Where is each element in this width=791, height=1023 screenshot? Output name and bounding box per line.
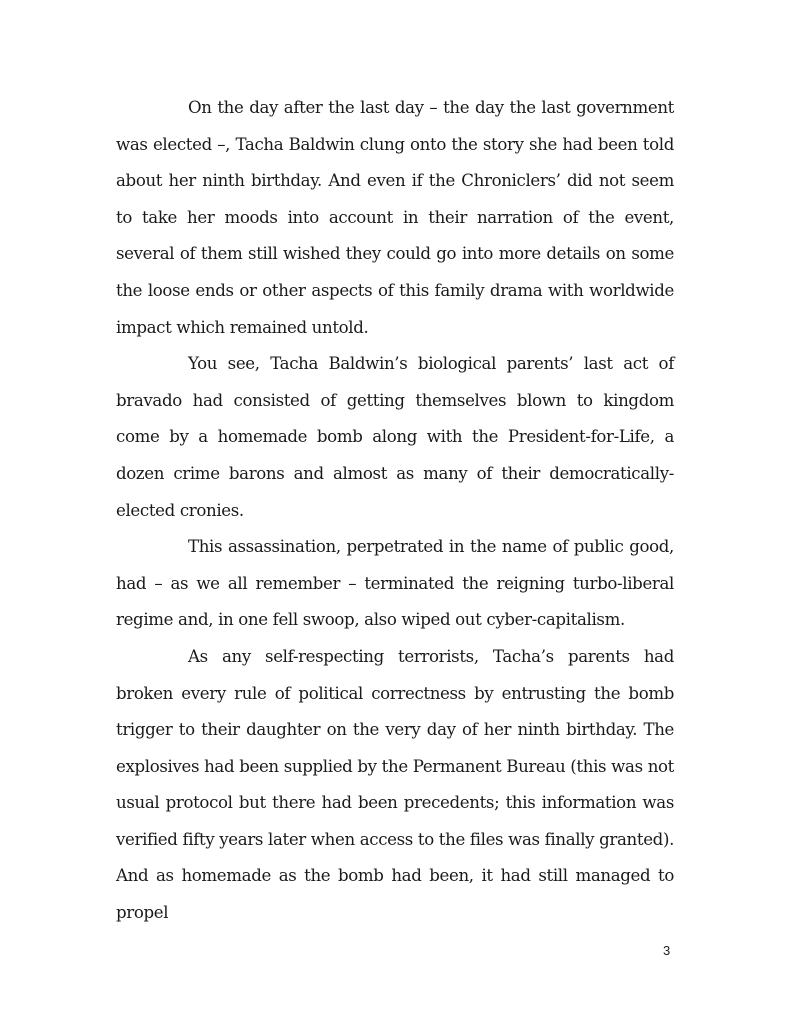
- paragraph: This assassination, perpetrated in the name of public good, had – as we all remember – terminated the reigning turbo-liberal regime and, in one fell swoop, also wiped out cyber-capitalism.: [116, 537, 674, 630]
- paragraph: On the day after the last day – the day the last government was elected –, Tacha Baldwin clung onto the story she had been told about her ninth birthday. And even if the Chroniclers’ did not seem to take her moods into account in their narration of the event, several of them still wished they could go into more details on some the loose ends or other aspects of this family drama with worldwide impact which remained untold.: [116, 98, 674, 337]
- page-number: 3: [663, 943, 671, 958]
- paragraph: You see, Tacha Baldwin’s biological parents’ last act of bravado had consisted of getting themselves blown to kingdom come by a homemade bomb along with the President-for-Life, a dozen crime barons and almost as many of their democratically-elected cronies.: [116, 354, 674, 520]
- paragraph: As any self-respecting terrorists, Tacha’s parents had broken every rule of political correctness by entrusting the bomb trigger to their daughter on the very day of her ninth birthday. The explosives had been supplied by the Permanent Bureau (this was not usual protocol but there had been precedents; this information was verified fifty years later when access to the files was finally granted). And as homemade as the bomb had been, it had still managed to propel: [116, 646, 674, 923]
- body-text: [116, 90, 674, 932]
